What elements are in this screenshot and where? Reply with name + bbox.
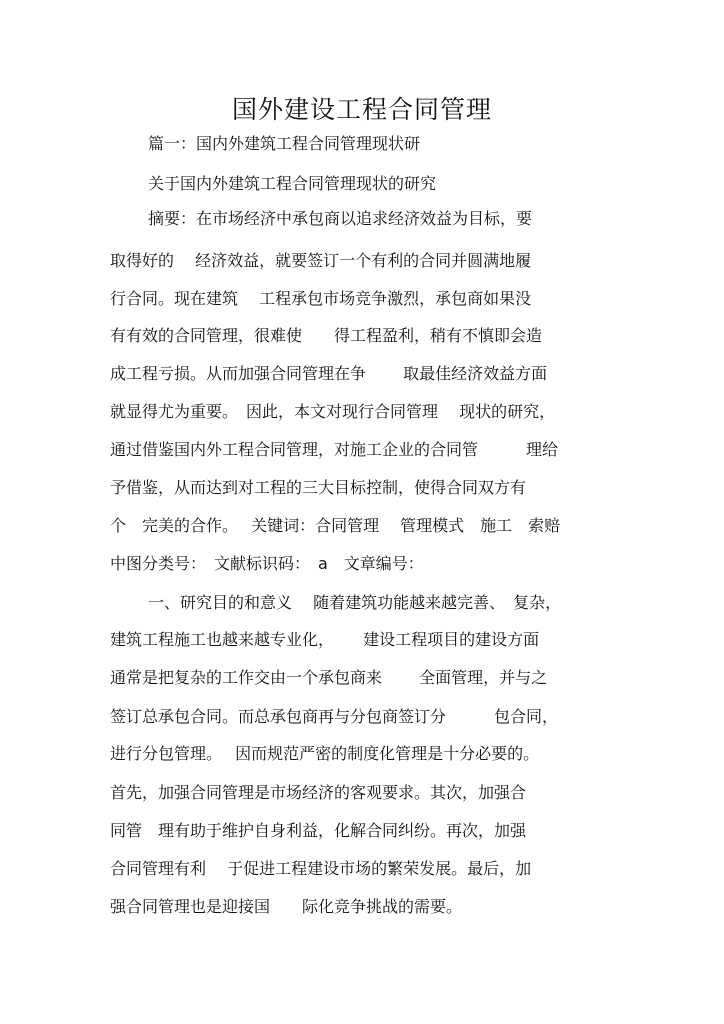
text-line-19: 同管 理有助于维护自身利益，化解合同纠纷。再次，加强 bbox=[110, 821, 527, 840]
text-line-5: 行合同。现在建筑 工程承包市场竞争激烈，承包商如果没 bbox=[110, 289, 532, 308]
text-line-7: 成工程亏损。从而加强合同管理在争 取最佳经济效益方面 bbox=[110, 364, 548, 383]
text-line-16: 签订总承包合同。而总承包商再与分包商签订分 包合同， bbox=[110, 707, 559, 726]
text-line-14: 建筑工程施工也越来越专业化， 建设工程项目的建设方面 bbox=[110, 630, 540, 649]
text-line-3: 摘要：在市场经济中承包商以追求经济效益为目标，要 bbox=[148, 209, 533, 228]
text-line-15: 通常是把复杂的工作交由一个承包商来 全面管理，并与之 bbox=[110, 668, 548, 687]
text-line-2: 关于国内外建筑工程合同管理现状的研究 bbox=[148, 174, 437, 193]
text-line-11: 个 完美的合作。 关键词：合同管理 管理模式 施工 索赔 bbox=[110, 516, 561, 535]
text-line-13: 一、研究目的和意义 随着建筑功能越来越完善、 复杂， bbox=[148, 593, 562, 612]
text-line-4: 取得好的 经济效益，就要签订一个有利的合同并圆满地履 bbox=[110, 251, 532, 270]
text-line-21: 强合同管理也是迎接国 际化竞争挑战的需要。 bbox=[110, 897, 463, 916]
text-line-12: 中图分类号： 文献标识码： a 文章编号： bbox=[110, 554, 424, 573]
text-line-1: 篇一：国内外建筑工程合同管理现状研 bbox=[148, 134, 421, 153]
document-title: 国外建设工程合同管理 bbox=[231, 95, 492, 124]
text-line-9: 通过借鉴国内外工程合同管理，对施工企业的合同管 理给 bbox=[110, 440, 559, 459]
text-line-18: 首先，加强合同管理是市场经济的客观要求。其次，加强合 bbox=[110, 783, 527, 802]
text-line-20: 合同管理有利 于促进工程建设市场的繁荣发展。最后，加 bbox=[110, 859, 532, 878]
text-line-8: 就显得尤为重要。 因此，本文对现行合同管理 现状的研究， bbox=[110, 402, 556, 421]
text-line-6: 有有效的合同管理，很难使 得工程盈利，稍有不慎即会造 bbox=[110, 326, 543, 345]
text-line-17: 进行分包管理。 因而规范严密的制度化管理是十分必要的。 bbox=[110, 744, 540, 763]
text-line-10: 予借鉴，从而达到对工程的三大目标控制，使得合同双方有 bbox=[110, 478, 527, 497]
